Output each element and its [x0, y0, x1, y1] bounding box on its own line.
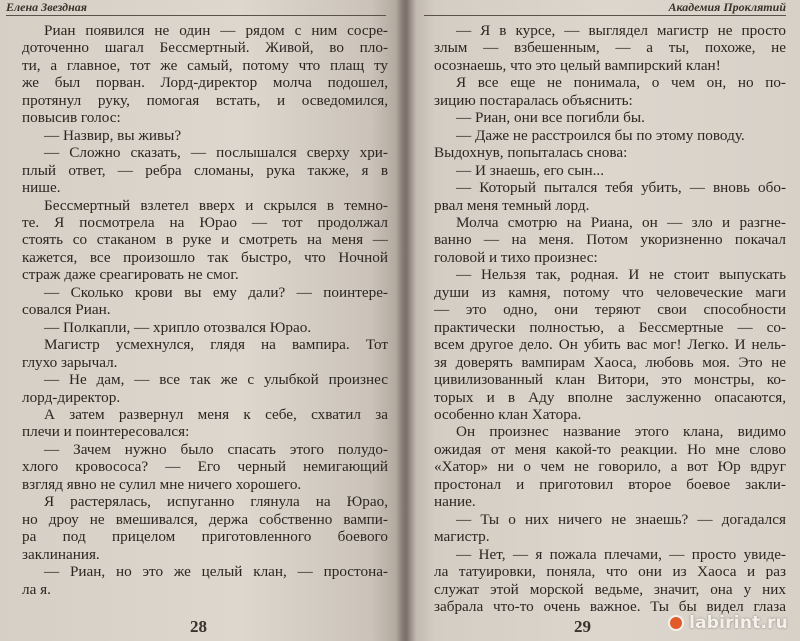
text-line: нише. [22, 179, 61, 197]
text-line: рвал меня темный лорд. [434, 196, 590, 214]
text-line: лорд-директор. [22, 388, 121, 406]
text-line: — Я в курсе, — выглядел магистр не просто [456, 22, 786, 39]
text-line: Риан появился не один — рядом с ним сосре- [44, 22, 388, 39]
text-line: Магистр усмехнулся, глядя на вампира. Тот [44, 336, 388, 354]
text-line: ла татуировки, поняла, что они из Хаоса и раз [434, 563, 786, 581]
right-page [404, 0, 800, 641]
text-line: ра под прицелом приготовленного боевого [22, 528, 388, 546]
text-line: осознаешь, что это целый вампирский клан! [434, 56, 721, 74]
text-line: забрала что-то очень важное. Ты бы видел глаза [434, 597, 786, 615]
text-line: нание. [434, 493, 476, 511]
text-line: повысив голос: [22, 109, 121, 127]
left-page-text [22, 22, 388, 598]
text-line: зицию постаралась объяснить: [434, 91, 633, 109]
text-line: — Назвир, вы живы? [44, 126, 182, 144]
text-line: цивилизованный клан Витори, это монстры, ко- [434, 371, 786, 389]
header-rule [424, 15, 786, 16]
text-line: — Сколько крови вы ему дали? — поинтере- [44, 283, 388, 301]
text-line: — И знаешь, его сын... [456, 161, 605, 179]
text-line: служат этой морской ведьме, значит, она у них [434, 580, 786, 598]
text-line: взгляд явно не сулил мне ничего хорошего. [22, 475, 302, 493]
text-line: ожидая от меня какой-то реакции. Но мне слово [434, 440, 786, 458]
text-line: страж даже среагировать не смог. [22, 266, 239, 284]
text-line: — Даже не расстроился бы по этому поводу. [456, 126, 745, 144]
text-line: ванно — на меня. Потом укоризненно покачал [434, 231, 786, 249]
watermark [668, 613, 788, 633]
text-line: «Хатор» ни о чем не говорило, а вот Юр вдруг [434, 458, 786, 476]
text-line: особенно клан Хатора. [434, 405, 582, 423]
text-line: Я все еще не понимала, о чем он, но по- [456, 74, 786, 92]
page-number-left: 28 [190, 617, 207, 636]
text-line: Молча смотрю на Риана, он — зло и разгне- [456, 213, 786, 231]
text-line: плый ответ, — ребра сломаны, рука также, я в [22, 161, 388, 179]
text-line: простонал и приготовил второе боевое закли- [434, 475, 786, 493]
text-line: всем другое дело. Он убить вас мог! Легко. И нель- [434, 336, 786, 354]
text-line: Выдохнув, попыталась снова: [434, 144, 628, 162]
text-line: стоять со стаканом в руке и смотреть на меня — [22, 231, 388, 249]
text-line: хлого кровососа? — Его черный немигающий [22, 458, 388, 476]
text-line: — это одно, они теряют свои способности [434, 301, 786, 319]
running-head-author: Елена Звездная [6, 0, 87, 14]
text-line: торых и в Аду вполне заслуженно опасаются, [434, 388, 786, 406]
text-line: злым — взбешенным, — а ты, похоже, не [434, 39, 786, 57]
text-line: заклинания. [22, 545, 100, 563]
text-line: доточенно шагал Бессмертный. Живой, во пло- [22, 39, 388, 57]
watermark-text: labirint.ru [689, 613, 788, 633]
text-line: магистр. [434, 528, 490, 546]
text-line: плечи и поинтересовался: [22, 423, 190, 441]
text-line: души из камня, потому что человеческие маги [434, 283, 786, 301]
page-number-right: 29 [574, 617, 591, 636]
text-line: — Ты о них ничего не знаешь? — догадался [456, 510, 786, 528]
text-line: но дроу не вмешивался, держа собственно вампи- [22, 510, 388, 528]
text-line: — Зачем нужно было спасать этого полудо- [44, 440, 388, 458]
text-line: же был порван. Лорд-директор молча подошел, [22, 74, 388, 92]
text-line: ла я. [22, 580, 51, 598]
text-line: — Который пытался тебя убить, — вновь обо- [456, 179, 786, 197]
text-line: Бессмертный взлетел вверх и скрылся в темно- [44, 196, 388, 214]
text-line: те. Я посмотрела на Юрао — тот продолжал [22, 213, 388, 231]
text-line: протянул руку, помогая встать, и осведомился, [22, 91, 388, 109]
right-page-text [434, 22, 786, 615]
labirint-logo-icon [668, 615, 684, 631]
text-line: — Сложно сказать, — послышался сверху хри- [44, 144, 388, 162]
text-line: глухо зарычал. [22, 353, 118, 371]
text-line: — Нельзя так, родная. И не стоит выпускать [456, 266, 786, 284]
text-line: — Риан, они все погибли бы. [456, 109, 645, 127]
text-line: ти, а главное, тот же самый, потому что плащ ту [22, 56, 388, 74]
text-line: совался Риан. [22, 301, 111, 319]
text-line: зя доверять вампирам Хаоса, любовь моя. Это не [434, 353, 786, 371]
text-line: практически полностью, а Бессмертные — со- [434, 318, 786, 336]
text-line: кажется, все произошло так быстро, что Ночной [22, 248, 388, 266]
running-head-title: Академия Проклятий [668, 0, 786, 14]
book-gutter [396, 0, 416, 641]
text-line: Он произнес название этого клана, видимо [456, 423, 786, 441]
text-line: головой и тихо произнес: [434, 248, 598, 266]
text-line: — Полкапли, — хрипло отозвался Юрао. [44, 318, 312, 336]
text-line: Я растерялась, испуганно глянула на Юрао, [44, 493, 388, 511]
text-line: — Не дам, — все так же с улыбкой произнес [44, 371, 388, 389]
text-line: — Риан, но это же целый клан, — простона- [44, 563, 388, 581]
header-rule [6, 15, 386, 16]
text-line: А затем развернул меня к себе, схватил за [44, 405, 388, 423]
text-line: — Нет, — я пожала плечами, — просто увиде- [456, 545, 786, 563]
